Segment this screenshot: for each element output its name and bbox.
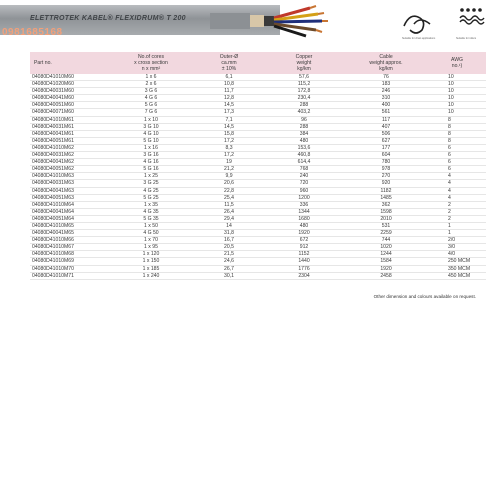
table-header bbox=[30, 52, 486, 74]
part-no-cell: 04080D40051M64 bbox=[32, 215, 74, 222]
part-no-cell: 04080D41010M60 bbox=[32, 74, 74, 80]
outer-diameter-cell: 17,3 bbox=[224, 109, 234, 116]
awg-cell: 6 bbox=[448, 144, 451, 151]
awg-cell: 6 bbox=[448, 166, 451, 173]
awg-cell: 1 bbox=[448, 230, 451, 237]
cable-weight-cell: 76 bbox=[383, 74, 389, 80]
phone-watermark: 0981685168 bbox=[2, 27, 63, 38]
cable-weight-cell: 1020 bbox=[380, 244, 392, 251]
outer-diameter-cell: 30,1 bbox=[224, 272, 234, 279]
cores-cell: 4 G 50 bbox=[143, 230, 159, 237]
cable-weight-cell: 2259 bbox=[380, 230, 392, 237]
cores-cell: 1 x 35 bbox=[144, 201, 158, 208]
awg-cell: 450 MCM bbox=[448, 272, 471, 279]
copper-weight-cell: 672 bbox=[299, 237, 309, 244]
cable-weight-cell: 1485 bbox=[380, 194, 392, 201]
table-row bbox=[30, 215, 486, 222]
cable-weight-cell: 780 bbox=[381, 159, 391, 166]
cable-weight-cell: 1920 bbox=[380, 265, 392, 272]
cable-weight-cell: 1584 bbox=[380, 258, 392, 265]
cable-weight-cell: 246 bbox=[381, 88, 391, 95]
outer-diameter-cell: 17,2 bbox=[224, 137, 234, 144]
cable-weight-cell: 310 bbox=[381, 95, 391, 102]
cores-cell: 5 G 25 bbox=[143, 194, 159, 201]
cores-cell: 1 x 50 bbox=[144, 222, 158, 229]
outer-diameter-cell: 25,4 bbox=[224, 194, 234, 201]
part-no-cell: 04080D40041M62 bbox=[32, 159, 74, 166]
table-row bbox=[30, 187, 486, 194]
outer-diameter-cell: 7,1 bbox=[225, 116, 233, 123]
table-row bbox=[30, 88, 486, 95]
cores-cell: 4 G 25 bbox=[143, 187, 159, 194]
outer-diameter-cell: 26,4 bbox=[224, 208, 234, 215]
outer-diameter-cell: 24,6 bbox=[224, 258, 234, 265]
table-row bbox=[30, 166, 486, 173]
cable-weight-cell: 362 bbox=[381, 201, 391, 208]
cable-weight-cell: 407 bbox=[381, 123, 391, 130]
copper-weight-cell: 115,2 bbox=[297, 81, 311, 88]
outer-diameter-cell: 26,7 bbox=[224, 265, 234, 272]
part-no-cell: 04080D40031M63 bbox=[32, 180, 74, 187]
table-row bbox=[30, 81, 486, 88]
copper-weight-cell: 912 bbox=[299, 244, 309, 251]
table-row bbox=[30, 137, 486, 144]
cable-weight-cell: 744 bbox=[381, 237, 391, 244]
awg-cell: 4/0 bbox=[448, 251, 456, 258]
cores-cell: 3 G 16 bbox=[143, 152, 159, 159]
awg-cell: 4 bbox=[448, 173, 451, 180]
copper-weight-cell: 240 bbox=[299, 173, 309, 180]
cores-cell: 3 G 25 bbox=[143, 180, 159, 187]
table-row bbox=[30, 102, 486, 109]
table-row bbox=[30, 244, 486, 251]
cable-weight-cell: 1182 bbox=[380, 187, 392, 194]
table-row bbox=[30, 237, 486, 244]
table-row bbox=[30, 116, 486, 123]
cores-cell: 4 G 6 bbox=[144, 95, 158, 102]
cores-cell: 1 x 95 bbox=[144, 244, 158, 251]
copper-weight-cell: 230,4 bbox=[297, 95, 311, 102]
outer-diameter-cell: 29,4 bbox=[224, 215, 234, 222]
col-copper-weight: Copper weight kg/km bbox=[295, 54, 313, 72]
part-no-cell: 04080D41010M67 bbox=[32, 244, 74, 251]
cores-cell: 1 x 16 bbox=[144, 144, 158, 151]
part-no-cell: 04080D40051M61 bbox=[32, 137, 74, 144]
copper-weight-cell: 460,8 bbox=[297, 152, 311, 159]
awg-cell: 2 bbox=[448, 201, 451, 208]
cable-weight-cell: 2010 bbox=[380, 215, 392, 222]
part-no-cell: 04080D41010M65 bbox=[32, 222, 74, 229]
outer-diameter-cell: 19 bbox=[226, 159, 232, 166]
table-row bbox=[30, 109, 486, 116]
cores-cell: 1 x 25 bbox=[144, 173, 158, 180]
awg-cell: 1 bbox=[448, 222, 451, 229]
awg-cell: 2 bbox=[448, 215, 451, 222]
cable-weight-cell: 1598 bbox=[380, 208, 392, 215]
awg-cell: 10 bbox=[448, 81, 454, 88]
table-row bbox=[30, 230, 486, 237]
cores-cell: 5 G 35 bbox=[143, 215, 159, 222]
copper-weight-cell: 153,6 bbox=[297, 144, 311, 151]
table-row bbox=[30, 208, 486, 215]
table-row bbox=[30, 180, 486, 187]
copper-weight-cell: 1680 bbox=[298, 215, 310, 222]
table-row bbox=[30, 123, 486, 130]
table-row bbox=[30, 130, 486, 137]
awg-cell: 4 bbox=[448, 187, 451, 194]
part-no-cell: 04080D41010M68 bbox=[32, 251, 74, 258]
table-row bbox=[30, 152, 486, 159]
cores-cell: 1 x 185 bbox=[142, 265, 160, 272]
awg-cell: 3/0 bbox=[448, 244, 456, 251]
awg-cell: 6 bbox=[448, 159, 451, 166]
cores-cell: 5 G 16 bbox=[143, 166, 159, 173]
copper-weight-cell: 1776 bbox=[298, 265, 310, 272]
outer-diameter-cell: 11,7 bbox=[224, 88, 234, 95]
cable-weight-cell: 400 bbox=[381, 102, 391, 109]
part-no-cell: 04080D40041M65 bbox=[32, 230, 74, 237]
cores-cell: 1 x 6 bbox=[145, 74, 157, 80]
outer-diameter-cell: 12,8 bbox=[224, 95, 234, 102]
table-row bbox=[30, 222, 486, 229]
table-row bbox=[30, 201, 486, 208]
cable-weight-cell: 1244 bbox=[380, 251, 392, 258]
cores-cell: 4 G 16 bbox=[143, 159, 159, 166]
outer-diameter-cell: 8,3 bbox=[225, 144, 233, 151]
outer-diameter-cell: 16,7 bbox=[224, 237, 234, 244]
cable-weight-cell: 531 bbox=[381, 222, 391, 229]
outer-diameter-cell: 9,9 bbox=[225, 173, 233, 180]
part-no-cell: 04080D41010M61 bbox=[32, 116, 74, 123]
cable-weight-cell: 506 bbox=[381, 130, 391, 137]
copper-weight-cell: 480 bbox=[299, 137, 309, 144]
table-row bbox=[30, 159, 486, 166]
cable-weight-cell: 270 bbox=[381, 173, 391, 180]
cable-weight-cell: 117 bbox=[381, 116, 391, 123]
copper-weight-cell: 1344 bbox=[298, 208, 310, 215]
copper-weight-cell: 2304 bbox=[298, 272, 310, 279]
awg-cell: 2 bbox=[448, 208, 451, 215]
part-no-cell: 04080D40051M60 bbox=[32, 102, 74, 109]
table-row bbox=[30, 272, 486, 279]
cores-cell: 4 G 35 bbox=[143, 208, 159, 215]
cable-weight-cell: 920 bbox=[381, 180, 391, 187]
part-no-cell: 04080D41010M63 bbox=[32, 173, 74, 180]
copper-weight-cell: 1920 bbox=[298, 230, 310, 237]
part-no-cell: 04080D41010M64 bbox=[32, 201, 74, 208]
copper-weight-cell: 1440 bbox=[298, 258, 310, 265]
outer-diameter-cell: 22,8 bbox=[224, 187, 234, 194]
table-row bbox=[30, 144, 486, 151]
part-no-cell: 04080D40041M61 bbox=[32, 130, 74, 137]
cores-cell: 2 x 6 bbox=[145, 81, 157, 88]
col-part-no: Part no. bbox=[34, 60, 52, 66]
page-header bbox=[0, 0, 500, 46]
outer-diameter-cell: 15,8 bbox=[224, 130, 234, 137]
outer-diameter-cell: 21,5 bbox=[224, 251, 234, 258]
cores-cell: 3 G 10 bbox=[143, 123, 159, 130]
outer-diameter-cell: 14,5 bbox=[224, 123, 234, 130]
col-cores: No.of cores x cross section n x mm² bbox=[134, 54, 168, 72]
awg-cell: 8 bbox=[448, 123, 451, 130]
copper-weight-cell: 57,6 bbox=[299, 74, 309, 80]
cable-weight-cell: 604 bbox=[381, 152, 391, 159]
table-row bbox=[30, 173, 486, 180]
awg-cell: 8 bbox=[448, 116, 451, 123]
copper-weight-cell: 720 bbox=[299, 180, 309, 187]
part-no-cell: 04080D40041M63 bbox=[32, 187, 74, 194]
outer-diameter-cell: 17,2 bbox=[224, 152, 234, 159]
awg-cell: 6 bbox=[448, 152, 451, 159]
product-title: ELETTROTEK KABEL® FLEXIDRUM® T 200 bbox=[30, 15, 186, 22]
icon-caption-rollers: Suitable for rollers bbox=[456, 37, 477, 40]
cores-cell: 4 G 10 bbox=[143, 130, 159, 137]
awg-cell: 8 bbox=[448, 137, 451, 144]
awg-cell: 10 bbox=[448, 102, 454, 109]
part-no-cell: 04080D41010M66 bbox=[32, 237, 74, 244]
awg-cell: 10 bbox=[448, 88, 454, 95]
cores-cell: 7 G 6 bbox=[144, 109, 158, 116]
awg-cell: 250 MCM bbox=[448, 258, 471, 265]
cores-cell: 1 x 150 bbox=[142, 258, 160, 265]
cores-cell: 3 G 6 bbox=[144, 88, 158, 95]
part-no-cell: 04080D40031M60 bbox=[32, 88, 74, 95]
awg-cell: 10 bbox=[448, 109, 454, 116]
copper-weight-cell: 336 bbox=[299, 201, 309, 208]
copper-weight-cell: 614,4 bbox=[297, 159, 311, 166]
header-row bbox=[30, 52, 486, 74]
copper-weight-cell: 768 bbox=[299, 166, 309, 173]
outer-diameter-cell: 20,5 bbox=[224, 244, 234, 251]
part-no-cell: 04080D40031M62 bbox=[32, 152, 74, 159]
copper-weight-cell: 480 bbox=[299, 222, 309, 229]
copper-weight-cell: 384 bbox=[299, 130, 309, 137]
part-no-cell: 04080D40071M60 bbox=[32, 109, 74, 116]
outer-diameter-cell: 14,5 bbox=[224, 102, 234, 109]
icon-caption-chain: Suitable for chain applications bbox=[402, 37, 436, 40]
awg-cell: 10 bbox=[448, 74, 454, 80]
part-no-cell: 04080D41020M60 bbox=[32, 81, 74, 88]
part-no-cell: 04080D40041M64 bbox=[32, 208, 74, 215]
table-row bbox=[30, 258, 486, 265]
awg-cell: 10 bbox=[448, 95, 454, 102]
outer-diameter-cell: 6,1 bbox=[225, 74, 233, 80]
awg-cell: 4 bbox=[448, 194, 451, 201]
cores-cell: 1 x 120 bbox=[142, 251, 160, 258]
copper-weight-cell: 96 bbox=[301, 116, 307, 123]
cores-cell: 1 x 240 bbox=[142, 272, 160, 279]
part-no-cell: 04080D41010M71 bbox=[32, 272, 74, 279]
col-outer-diameter: Outer-Ø ca.mm ± 10% bbox=[219, 54, 239, 72]
cable-weight-cell: 978 bbox=[381, 166, 391, 173]
awg-cell: 350 MCM bbox=[448, 265, 471, 272]
outer-diameter-cell: 21,2 bbox=[224, 166, 234, 173]
outer-diameter-cell: 10,8 bbox=[224, 81, 234, 88]
col-cable-weight: Cable weight approx. kg/km bbox=[369, 54, 403, 72]
table-row bbox=[30, 95, 486, 102]
copper-weight-cell: 960 bbox=[299, 187, 309, 194]
part-no-cell: 04080D41010M69 bbox=[32, 258, 74, 265]
specifications-table bbox=[30, 52, 486, 280]
outer-diameter-cell: 11,5 bbox=[224, 201, 234, 208]
copper-weight-cell: 1200 bbox=[298, 194, 310, 201]
table-row bbox=[30, 265, 486, 272]
copper-weight-cell: 288 bbox=[299, 123, 309, 130]
cable-weight-cell: 177 bbox=[381, 144, 391, 151]
copper-weight-cell: 288 bbox=[299, 102, 309, 109]
copper-weight-cell: 403,2 bbox=[297, 109, 311, 116]
awg-cell: 4 bbox=[448, 180, 451, 187]
cable-cores-icon bbox=[210, 3, 330, 41]
table-row bbox=[30, 194, 486, 201]
cores-cell: 1 x 70 bbox=[144, 237, 158, 244]
copper-weight-cell: 172,8 bbox=[297, 88, 311, 95]
outer-diameter-cell: 20,6 bbox=[224, 180, 234, 187]
part-no-cell: 04080D40041M60 bbox=[32, 95, 74, 102]
footnote: Other dimension and colours available on request. bbox=[373, 294, 476, 299]
awg-cell: 2/0 bbox=[448, 237, 456, 244]
cable-weight-cell: 2458 bbox=[380, 272, 392, 279]
awg-cell: 8 bbox=[448, 130, 451, 137]
copper-weight-cell: 1152 bbox=[298, 251, 310, 258]
cable-weight-cell: 627 bbox=[381, 137, 391, 144]
col-awg: AWG no.¹) bbox=[451, 57, 463, 69]
part-no-cell: 04080D40031M61 bbox=[32, 123, 74, 130]
cores-cell: 1 x 10 bbox=[144, 116, 158, 123]
cores-cell: 5 G 10 bbox=[143, 137, 159, 144]
outer-diameter-cell: 31,8 bbox=[224, 230, 234, 237]
cores-cell: 5 G 6 bbox=[144, 102, 158, 109]
cable-weight-cell: 183 bbox=[381, 81, 391, 88]
part-no-cell: 04080D40051M62 bbox=[32, 166, 74, 173]
cable-weight-cell: 561 bbox=[381, 109, 391, 116]
outer-diameter-cell: 14 bbox=[226, 222, 232, 229]
part-no-cell: 04080D40051M63 bbox=[32, 194, 74, 201]
part-no-cell: 04080D41010M62 bbox=[32, 144, 74, 151]
part-no-cell: 04080D41010M70 bbox=[32, 265, 74, 272]
table-body bbox=[30, 74, 486, 279]
table-row bbox=[30, 251, 486, 258]
table-row bbox=[30, 74, 486, 81]
